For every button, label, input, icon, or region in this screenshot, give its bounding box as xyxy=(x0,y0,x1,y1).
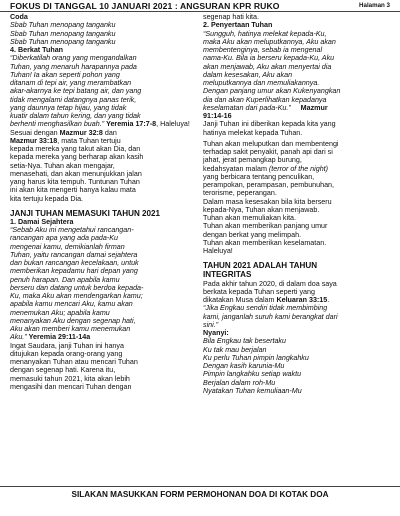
mazmur-paragraph xyxy=(10,129,196,203)
quote-line: berhenti menghasilkan buah.” xyxy=(10,120,105,129)
italic-text: (terror of the night) xyxy=(268,164,329,173)
berkat-quote xyxy=(10,54,196,128)
header-title: FOKUS DI TANGGAL 10 JANUARI 2021 : ANGSURAN KPR RUKO xyxy=(10,1,280,11)
left-column xyxy=(10,13,196,391)
text-run: . xyxy=(327,296,330,305)
text-run: kedahsyatan malam xyxy=(203,164,269,173)
footer-note: SILAKAN MASUKKAN FORM PERMOHONAN DOA DI KOTAK DOA xyxy=(71,490,329,499)
scripture-reference: Yeremia 29:11-14a xyxy=(28,333,91,342)
quote-line: “Diberkatilah orang yang mengandalkan xyxy=(10,54,137,63)
quote-line: ditanam di tepi air, yang merambatkan xyxy=(10,79,132,87)
text-line: ini akan kita mengerti hanya kalau mata xyxy=(10,186,136,195)
quote-line: akar-akarnya ke tepi batang air, dan yang xyxy=(10,87,142,96)
section-heading: JANJI TUHAN MEMASUKI TAHUN 2021 xyxy=(10,208,161,218)
text-line: Pada akhir tahun 2020, di dalam doa saya xyxy=(203,279,337,288)
quote-line: penuh harapan. Dan apabila kamu xyxy=(10,275,120,284)
quote-line: menemukan Aku; apabila kamu xyxy=(10,308,110,317)
lyric-line: Ku tak mau berjalan xyxy=(203,345,267,354)
lyric-line: Ku perlu Tuhan pimpin langkahku xyxy=(203,353,309,362)
page-number: Halaman 3 xyxy=(359,2,390,9)
quote-line: Ku, maka Aku akan mendengarkan kamu; xyxy=(10,292,143,301)
quote-line: Tuhan, yaitu rancangan damai sejahtera xyxy=(10,250,138,259)
text-line: terhadap sakit penyakit, panah api dari si xyxy=(203,148,333,156)
text-line: Haleluya! xyxy=(203,247,233,255)
quote-line: kami, janganlah suruh kami berangkat dari xyxy=(203,312,338,321)
text-line: kepada mereka yang berharap akan kasih xyxy=(10,153,144,162)
scripture-reference: Mazmur 33:18 xyxy=(10,136,58,145)
text-line: menasehati, dan akan menunjukkan jalan xyxy=(10,169,142,178)
heading-line: TAHUN 2021 ADALAH TAHUN xyxy=(203,261,318,271)
quote-line: dan bukan rancangan kecelakaan, untuk xyxy=(10,259,139,268)
reference-suffix: , Haleluya! xyxy=(156,120,190,129)
text-line: dengan berkat yang melimpah. xyxy=(203,230,302,239)
text-line: kita tertuju kepada Dia. xyxy=(10,194,84,203)
lyric-line: Dengan kasih karunia-Mu xyxy=(203,362,285,371)
coda-line: Sbab Tuhan menopang tanganku xyxy=(10,37,116,46)
text-run: dan xyxy=(102,128,117,137)
quote-line: nama-Ku. Bila ia berseru kepada-Ku, Aku xyxy=(203,54,335,63)
text-line: Dalam masa kesesakan bila kita berseru xyxy=(203,197,332,206)
scripture-reference: 91:14-16 xyxy=(203,112,232,120)
quote-line: memberikan kepadamu hari depan yang xyxy=(10,267,138,276)
scripture-reference: Mazmur 32:8 xyxy=(59,128,103,137)
tahun-heading xyxy=(203,261,393,279)
quote-line: keselamatan dari pada-Ku.” xyxy=(203,103,291,112)
quote-line: rancangan apa yang ada pada-Ku xyxy=(10,234,118,243)
quote-line: “Jika Engkau sendiri tidak membimbing xyxy=(203,304,328,313)
quote-line: sini.” xyxy=(203,320,219,329)
text-line: perampokan, perampasan, pembunuhan, xyxy=(203,181,334,189)
text-line: menanyakan Tuhan atau mencari Tuhan xyxy=(10,358,138,367)
text-line: Tuhan akan memberikan panjang umur xyxy=(203,222,328,231)
damai-quote xyxy=(10,226,196,342)
coda-line: Sbab Tuhan menopang tanganku xyxy=(10,29,116,38)
coda-line: Sbab Tuhan menopang tanganku xyxy=(10,21,116,30)
dalam-paragraph xyxy=(203,198,393,256)
scripture-reference: Keluaran 33:15 xyxy=(276,296,328,305)
text-line: Tuhan akan memuliakan kita. xyxy=(203,214,297,222)
quote-line: akan menjawab, Aku akan menyertai dia xyxy=(203,62,332,71)
damai-heading: 1. Damai Sejahtera xyxy=(10,217,74,226)
footer-divider xyxy=(0,486,400,487)
quote-line: meluputkannya dan memuliakannya. xyxy=(203,79,320,87)
text-line: Tuhan akan memberikan keselamatan. xyxy=(203,238,327,247)
quote-line: Tuhan, yang menaruh harapannya pada xyxy=(10,62,137,71)
quote-line: maka Aku akan meluputkannya, Aku akan xyxy=(203,37,336,46)
lyric-line: Bila Engkau tak besertaku xyxy=(203,337,286,346)
text-line: ditujukan kepada orang-orang yang xyxy=(10,349,123,358)
text-line: terorisme, peperangan. xyxy=(203,189,277,198)
quote-line: Tuhan! Ia akan seperti pohon yang xyxy=(10,70,120,79)
text-line: kepada-Nya, Tuhan akan menjawab. xyxy=(203,205,320,214)
lyric-line: Pimpin langkahku setiap waktu xyxy=(203,370,302,379)
quote-line: tidak mengalami datangnya panas terik, xyxy=(10,95,137,104)
quote-line: berseru dan datang untuk berdoa kepada- xyxy=(10,283,144,292)
lyric-line: Berjalan dalam roh-Mu xyxy=(203,378,276,387)
quote-line: apabila kamu mencari Aku, kamu akan xyxy=(10,300,133,309)
text-line: dengan segenap hati. Karena itu, xyxy=(10,366,116,375)
scripture-reference: Mazmur xyxy=(300,103,328,112)
text-line: setia-Nya. Tuhan akan mengajar, xyxy=(10,161,115,170)
luput-paragraph xyxy=(203,140,393,198)
quote-line: kuatir dalam tahun kering, dan yang tidak xyxy=(10,112,141,120)
quote-line: dalam kesesakan, Aku akan xyxy=(203,70,293,79)
text-line: mengasihi dan mencari Tuhan dengan xyxy=(10,382,132,391)
right-column xyxy=(203,13,393,395)
text-line: yang berbicara tentang penculikan, xyxy=(203,172,315,181)
song-lyrics xyxy=(203,337,393,395)
text-run: dikatakan Musa dalam xyxy=(203,296,277,305)
quote-line: yang daunnya tetap hijau, yang tidak xyxy=(10,103,127,112)
text-line: hatinya melekat kepada Tuhan. xyxy=(203,128,303,137)
quote-line: membentenginya, sebab ia mengenal xyxy=(203,46,323,54)
heading-line: INTEGRITAS xyxy=(203,270,252,280)
text-run: , mata Tuhan tertuju xyxy=(57,136,121,145)
closing-paragraph xyxy=(10,342,196,392)
coda-heading: Coda xyxy=(10,13,28,21)
text-run: Sesuai dengan xyxy=(10,128,60,137)
tahun-paragraph xyxy=(203,280,393,305)
quote-line: dia dan akan Kuperlihatkan kepadanya xyxy=(203,95,327,104)
lyric-line: Nyatakan Tuhan kemuliaan-Mu xyxy=(203,386,302,395)
penyertaan-quote xyxy=(203,30,393,113)
text-line: jahat, jerat pemangkap burung, xyxy=(203,156,302,165)
quote-line: menanyakan Aku dengan segenap hati, xyxy=(10,316,136,325)
quote-line: Dengan panjang umur akan Kukenyangkan xyxy=(203,87,341,96)
janji-paragraph xyxy=(203,120,393,137)
quote-line: Aku akan memberi kamu menemukan xyxy=(10,325,131,334)
text-line: yang harus kita tempuh. Tuntunan Tuhan xyxy=(10,178,140,186)
quote-line: “Sebab Aku ini mengetahui rancangan- xyxy=(10,226,134,235)
tahun-quote xyxy=(203,304,393,329)
text-line: segenap hati kita. xyxy=(203,13,259,21)
text-line: Janji Tuhan ini diberikan kepada kita yang xyxy=(203,120,336,129)
quote-line: mengenai kamu, demikianlah firman xyxy=(10,242,125,251)
coda-lines xyxy=(10,21,196,46)
berkat-heading: 4. Berkat Tuhan xyxy=(10,46,64,54)
scripture-reference: Yeremia 17:7-8 xyxy=(106,120,157,129)
page-header xyxy=(0,0,400,12)
text-line: berkata kepada Tuhan seperti yang xyxy=(203,287,315,296)
penyertaan-heading: 2. Penyertaan Tuhan xyxy=(203,21,273,30)
text-line: Ingat Saudara, janji Tuhan ini hanya xyxy=(10,341,124,350)
text-line: memasuki tahun 2021, kita akan lebih xyxy=(10,374,130,383)
nyanyi-heading: Nyanyi: xyxy=(203,329,229,338)
quote-line: “Sungguh, hatinya melekat kepada-Ku, xyxy=(203,29,327,38)
text-line: kepada mereka yang takut akan Dia, dan xyxy=(10,145,141,153)
quote-line: Aku.” xyxy=(10,333,27,342)
text-line: Tuhan akan meluputkan dan membentengi xyxy=(203,139,339,148)
